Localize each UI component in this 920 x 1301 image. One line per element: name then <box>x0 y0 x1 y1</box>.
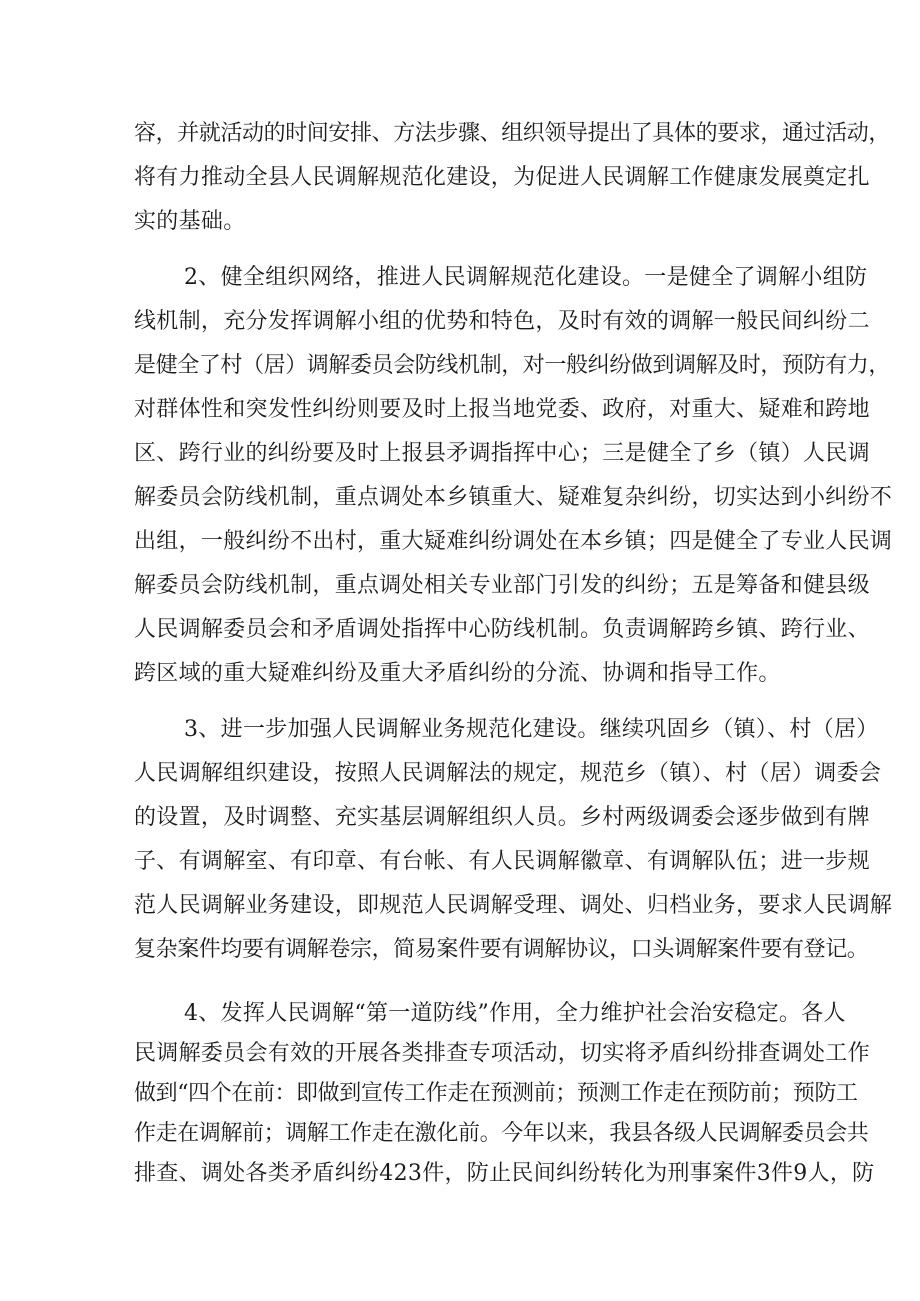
text-line: 是健全了村（居）调解委员会防线机制，对一般纠纷做到调解及时，预防有力， <box>134 353 891 378</box>
text-line: 3、进一步加强人民调解业务规范化建设。继续巩固乡（镇）、村（居） <box>184 717 879 742</box>
text-line: 做到“四个在前：即做到宣传工作走在预测前；预测工作走在预防前；预防工 <box>134 1081 858 1106</box>
text-line: 子、有调解室、有印章、有台帐、有人民调解徽章、有调解队伍；进一步规 <box>134 849 870 874</box>
text-line: 排查、调处各类矛盾纠纷423件，防止民间纠纷转化为刑事案件3件9人，防 <box>134 1161 875 1186</box>
text-line: 2、健全组织网络，推进人民调解规范化建设。一是健全了调解小组防 <box>184 265 868 290</box>
text-line: 解委员会防线机制，重点调处相关专业部门引发的纠纷；五是筹备和健县级 <box>134 573 870 598</box>
text-line: 解委员会防线机制，重点调处本乡镇重大、疑难复杂纠纷，切实达到小纠纷不 <box>134 485 893 510</box>
text-line: 将有力推动全县人民调解规范化建设，为促进人民调解工作健康发展奠定扎 <box>134 165 870 190</box>
text-line: 复杂案件均要有调解卷宗，简易案件要有调解协议，口头调解案件要有登记。 <box>134 937 869 962</box>
text-line: 对群体性和突发性纠纷则要及时上报当地党委、政府，对重大、疑难和跨地 <box>134 397 870 422</box>
text-line: 范人民调解业务建设，即规范人民调解受理、调处、归档业务，要求人民调解 <box>134 893 893 918</box>
text-line: 实的基础。 <box>134 209 246 234</box>
text-line: 线机制，充分发挥调解小组的优势和特色，及时有效的调解一般民间纠纷二 <box>134 309 870 334</box>
text-line: 人民调解委员会和矛盾调处指挥中心防线机制。负责调解跨乡镇、跨行业、 <box>134 617 870 642</box>
text-line: 4、发挥人民调解“第一道防线”作用，全力维护社会治安稳定。各人 <box>184 1001 846 1026</box>
text-line: 民调解委员会有效的开展各类排查专项活动，切实将矛盾纠纷排查调处工作 <box>134 1041 870 1066</box>
text-line: 区、跨行业的纠纷要及时上报县矛调指挥中心；三是健全了乡（镇）人民调 <box>134 441 870 466</box>
text-line: 作走在调解前；调解工作走在激化前。今年以来，我县各级人民调解委员会共 <box>134 1121 869 1146</box>
text-line: 跨区域的重大疑难纠纷及重大矛盾纠纷的分流、协调和指导工作。 <box>134 661 781 686</box>
text-line: 的设置，及时调整、充实基层调解组织人员。乡村两级调委会逐步做到有牌 <box>134 805 870 830</box>
text-line: 容，并就活动的时间安排、方法步骤、组织领导提出了具体的要求，通过活动， <box>134 121 891 146</box>
text-line: 人民调解组织建设，按照人民调解法的规定，规范乡（镇）、村（居）调委会 <box>134 761 882 786</box>
text-line: 出组，一般纠纷不出村，重大疑难纠纷调处在本乡镇；四是健全了专业人民调 <box>134 529 893 554</box>
